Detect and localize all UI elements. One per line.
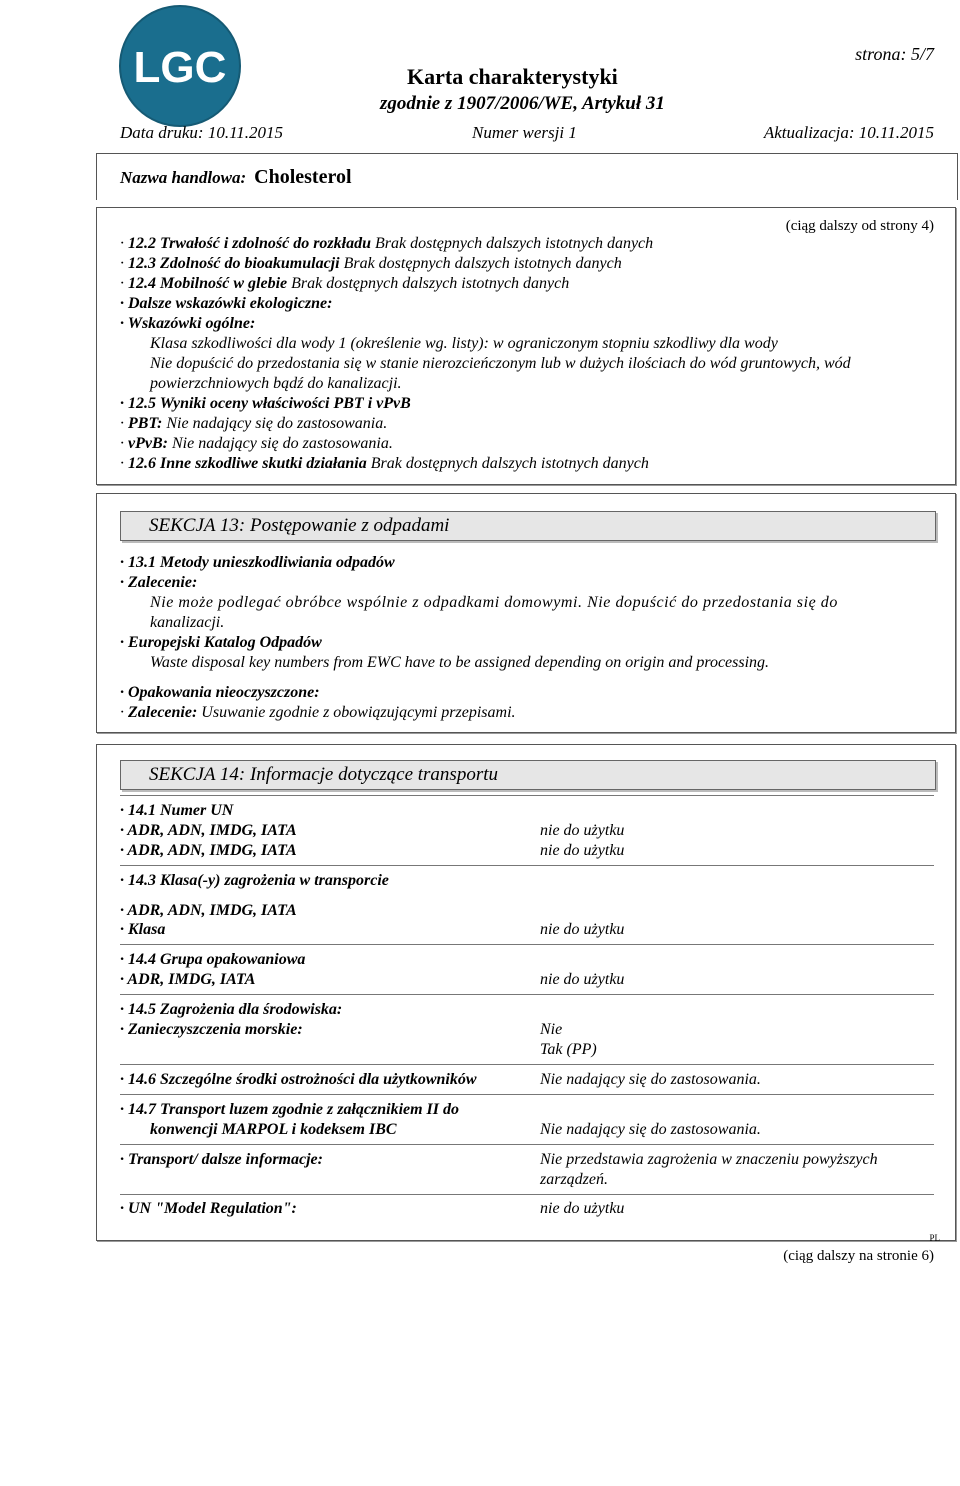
document-title: Karta charakterystyki	[407, 64, 618, 89]
s14-bulk-label1: · 14.7 Transport luzem zgodnie z załącznikiem II do	[120, 1101, 460, 1118]
s14-rule-5	[120, 1064, 934, 1065]
s14-pg-value: nie do użytku	[540, 971, 625, 988]
language-code: PL	[929, 1233, 940, 1243]
s14-adr2-value: nie do użytku	[540, 842, 625, 859]
section-13-heading: SEKCJA 13: Postępowanie z odpadami	[120, 511, 936, 541]
s13-recommendation: · Zalecenie:	[120, 574, 198, 591]
s12-pbt: · PBT: Nie nadający się do zastosowania.	[120, 415, 388, 432]
s12-general: · Wskazówki ogólne:	[120, 315, 256, 332]
s14-un-label: · 14.1 Numer UN	[120, 802, 234, 819]
continued-from: (ciąg dalszy od strony 4)	[785, 218, 934, 234]
s14-rule-4	[120, 994, 934, 995]
continued-on: (ciąg dalszy na stronie 6)	[783, 1248, 934, 1264]
logo-text: LGC	[133, 43, 227, 92]
s14-bulk-label2: konwencji MARPOL i kodeksem IBC	[150, 1121, 397, 1138]
s14-class-value: nie do użytku	[540, 921, 625, 938]
s14-rule-8	[120, 1194, 934, 1195]
lgc-logo	[118, 4, 242, 128]
s14-rule-2	[120, 865, 934, 866]
s14-marine-value2: Tak (PP)	[540, 1041, 597, 1058]
s14-pg-label: · ADR, IMDG, IATA	[120, 971, 256, 988]
s14-adr1-value: nie do użytku	[540, 822, 625, 839]
print-date: Data druku: 10.11.2015	[120, 123, 284, 142]
s14-adr2-label: · ADR, ADN, IMDG, IATA	[120, 842, 297, 859]
s13-ewc: · Europejski Katalog Odpadów	[120, 634, 322, 651]
s12-line-12-3: · 12.3 Zdolność do bioakumulacji Brak dostępnych dalszych istotnych danych	[120, 255, 622, 272]
trade-name-value: Cholesterol	[254, 166, 352, 188]
s13-packaging: · Opakowania nieoczyszczone:	[120, 684, 320, 701]
s14-rule-6	[120, 1094, 934, 1095]
s12-vpvb: · vPvB: Nie nadający się do zastosowania.	[120, 435, 393, 452]
trade-name-label: Nazwa handlowa:	[120, 168, 247, 187]
s14-rule-3	[120, 944, 934, 945]
s12-no-release: Nie dopuścić do przedostania się w stanie nierozcieńczonym lub w dużych ilościach do wód gruntowych, wód	[150, 355, 851, 372]
document-subtitle: zgodnie z 1907/2006/WE, Artykuł 31	[380, 93, 665, 114]
trade-name-row	[120, 166, 352, 189]
s14-model-label: · UN "Model Regulation":	[120, 1200, 297, 1217]
s14-adr1-label: · ADR, ADN, IMDG, IATA	[120, 822, 297, 839]
s12-line-12-2: · 12.2 Trwałość i zdolność do rozkładu Brak dostępnych dalszych istotnych danych	[120, 235, 654, 252]
version-number: Numer wersji 1	[472, 123, 577, 142]
update-date: Aktualizacja: 10.11.2015	[763, 123, 934, 142]
s12-line-12-4: · 12.4 Mobilność w glebie Brak dostępnych dalszych istotnych danych	[120, 275, 570, 292]
logo-graphic	[118, 4, 242, 128]
s14-other-label: · Transport/ dalsze informacje:	[120, 1151, 323, 1168]
s14-class-head: · 14.3 Klasa(-y) zagrożenia w transporcie	[120, 872, 389, 889]
s14-other-value2: zarządzeń.	[540, 1171, 609, 1188]
s12-further-eco: · Dalsze wskazówki ekologiczne:	[120, 295, 333, 312]
s14-special-value: Nie nadający się do zastosowania.	[540, 1071, 761, 1088]
s14-class-adr: · ADR, ADN, IMDG, IATA	[120, 902, 297, 919]
s13-packaging-rec: · Zalecenie: Usuwanie zgodnie z obowiązującymi przepisami.	[120, 704, 516, 721]
s14-rule-7	[120, 1144, 934, 1145]
s14-rule-1	[120, 795, 934, 796]
section-14-heading: SEKCJA 14: Informacje dotyczące transportu	[120, 760, 936, 790]
s14-model-value: nie do użytku	[540, 1200, 625, 1217]
s12-line-12-6: · 12.6 Inne szkodliwe skutki działania Brak dostępnych dalszych istotnych danych	[120, 455, 649, 472]
s12-water-class: Klasa szkodliwości dla wody 1 (określenie wg. listy): w ograniczonym stopniu szkodliwy dla wody	[150, 335, 778, 352]
s12-line-12-5: · 12.5 Wyniki oceny właściwości PBT i vPvB	[120, 395, 411, 412]
s13-household: Nie może podlegać obróbce wspólnie z odpadkami domowymi. Nie dopuścić do przedostania się do	[150, 594, 838, 611]
s14-class-label: · Klasa	[120, 921, 166, 938]
s14-pg-head: · 14.4 Grupa opakowaniowa	[120, 951, 306, 968]
s14-marine-value1: Nie	[540, 1021, 563, 1038]
s14-bulk-value: Nie nadający się do zastosowania.	[540, 1121, 761, 1138]
s12-no-release-cont: powierzchniowych bądź do kanalizacji.	[150, 375, 402, 392]
s14-special-label: · 14.6 Szczególne środki ostrożności dla użytkowników	[120, 1071, 477, 1088]
page-number: strona: 5/7	[855, 44, 934, 64]
s14-env-head: · 14.5 Zagrożenia dla środowiska:	[120, 1001, 343, 1018]
s13-ewc-text: Waste disposal key numbers from EWC have to be assigned depending on origin and processing.	[150, 654, 770, 671]
s13-household-cont: kanalizacji.	[150, 614, 225, 631]
s14-marine-label: · Zanieczyszczenia morskie:	[120, 1021, 303, 1038]
s13-methods: · 13.1 Metody unieszkodliwiania odpadów	[120, 554, 395, 571]
s14-other-value1: Nie przedstawia zagrożenia w znaczeniu powyższych	[540, 1151, 878, 1168]
